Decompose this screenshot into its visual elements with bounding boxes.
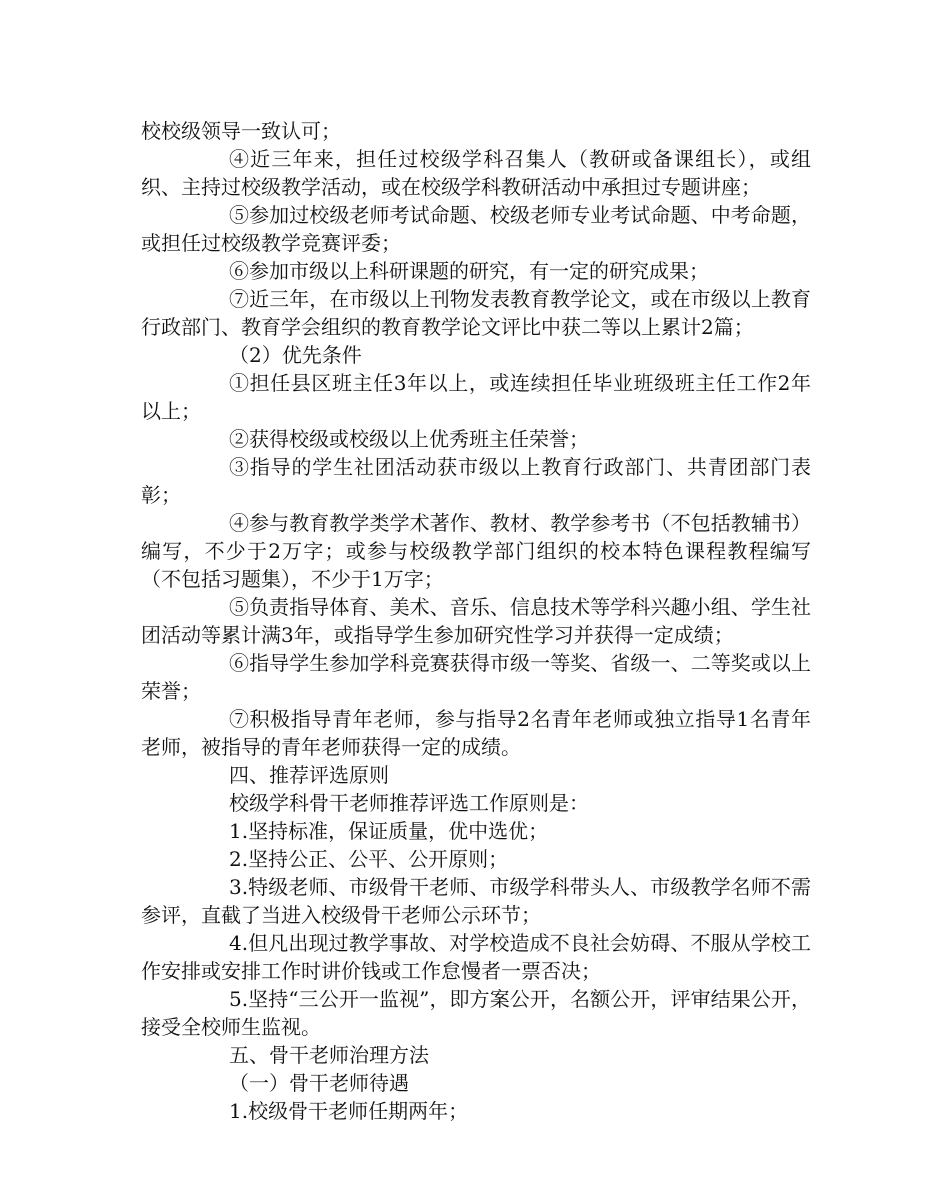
paragraph-priority-1: ①担任县区班主任3年以上，或连续担任毕业班级班主任工作2年以上； — [141, 371, 811, 423]
document-body — [141, 117, 811, 1125]
paragraph-condition-4: ④近三年来，担任过校级学科召集人（教研或备课组长），或组织、主持过校级教学活动，或在校级学科教研活动中承担过专题讲座； — [141, 147, 811, 199]
subheading-priority-conditions: （2）优先条件 — [229, 343, 362, 367]
paragraph-approval: 校校级领导一致认可； — [141, 119, 341, 143]
paragraph-principle-1: 1.坚持标准，保证质量，优中选优； — [229, 819, 549, 843]
paragraph-condition-7: ⑦近三年，在市级以上刊物发表教育教学论文，或在市级以上教育行政部门、教育学会组织的教育教学论文评比中获二等以上累计2篇； — [141, 287, 811, 339]
paragraph-principle-4: 4.但凡出现过教学事故、对学校造成不良社会妨碍、不服从学校工作安排或安排工作时讲价钱或工作怠慢者一票否决； — [141, 931, 811, 983]
paragraph-principles-intro: 校级学科骨干老师推荐评选工作原则是： — [229, 791, 589, 815]
paragraph-principle-3: 3.特级老师、市级骨干老师、市级学科带头人、市级教学名师不需参评，直截了当进入校级骨干老师公示环节； — [141, 875, 811, 927]
paragraph-principle-2: 2.坚持公正、公平、公开原则； — [229, 847, 509, 871]
section-heading-selection-principles: 四、推荐评选原则 — [229, 763, 389, 787]
paragraph-priority-5: ⑤负责指导体育、美术、音乐、信息技术等学科兴趣小组、学生社团活动等累计满3年，或指导学生参加研究性学习并获得一定成绩； — [141, 595, 811, 647]
paragraph-priority-6: ⑥指导学生参加学科竞赛获得市级一等奖、省级一、二等奖或以上荣誉； — [141, 651, 811, 703]
paragraph-priority-3: ③指导的学生社团活动获市级以上教育行政部门、共青团部门表彰； — [141, 455, 811, 507]
paragraph-priority-4: ④参与教育教学类学术著作、教材、教学参考书（不包括教辅书）编写，不少于2万字；或参与校级教学部门组织的校本特色课程教程编写（不包括习题集），不少于1万字； — [141, 511, 811, 591]
paragraph-priority-7: ⑦积极指导青年老师，参与指导2名青年老师或独立指导1名青年老师，被指导的青年老师获得一定的成绩。 — [141, 707, 811, 759]
section-heading-management-methods: 五、骨干老师治理方法 — [229, 1043, 429, 1067]
paragraph-condition-6: ⑥参加市级以上科研课题的研究，有一定的研究成果； — [229, 259, 709, 283]
paragraph-principle-5: 5.坚持“三公开一监视”，即方案公开，名额公开，评审结果公开，接受全校师生监视。 — [141, 987, 811, 1039]
subheading-teacher-benefits: （一）骨干老师待遇 — [229, 1071, 409, 1095]
paragraph-benefit-1: 1.校级骨干老师任期两年； — [229, 1099, 469, 1123]
paragraph-priority-2: ②获得校级或校级以上优秀班主任荣誉； — [229, 427, 589, 451]
paragraph-condition-5: ⑤参加过校级老师考试命题、校级老师专业考试命题、中考命题，或担任过校级教学竞赛评委； — [141, 203, 811, 255]
